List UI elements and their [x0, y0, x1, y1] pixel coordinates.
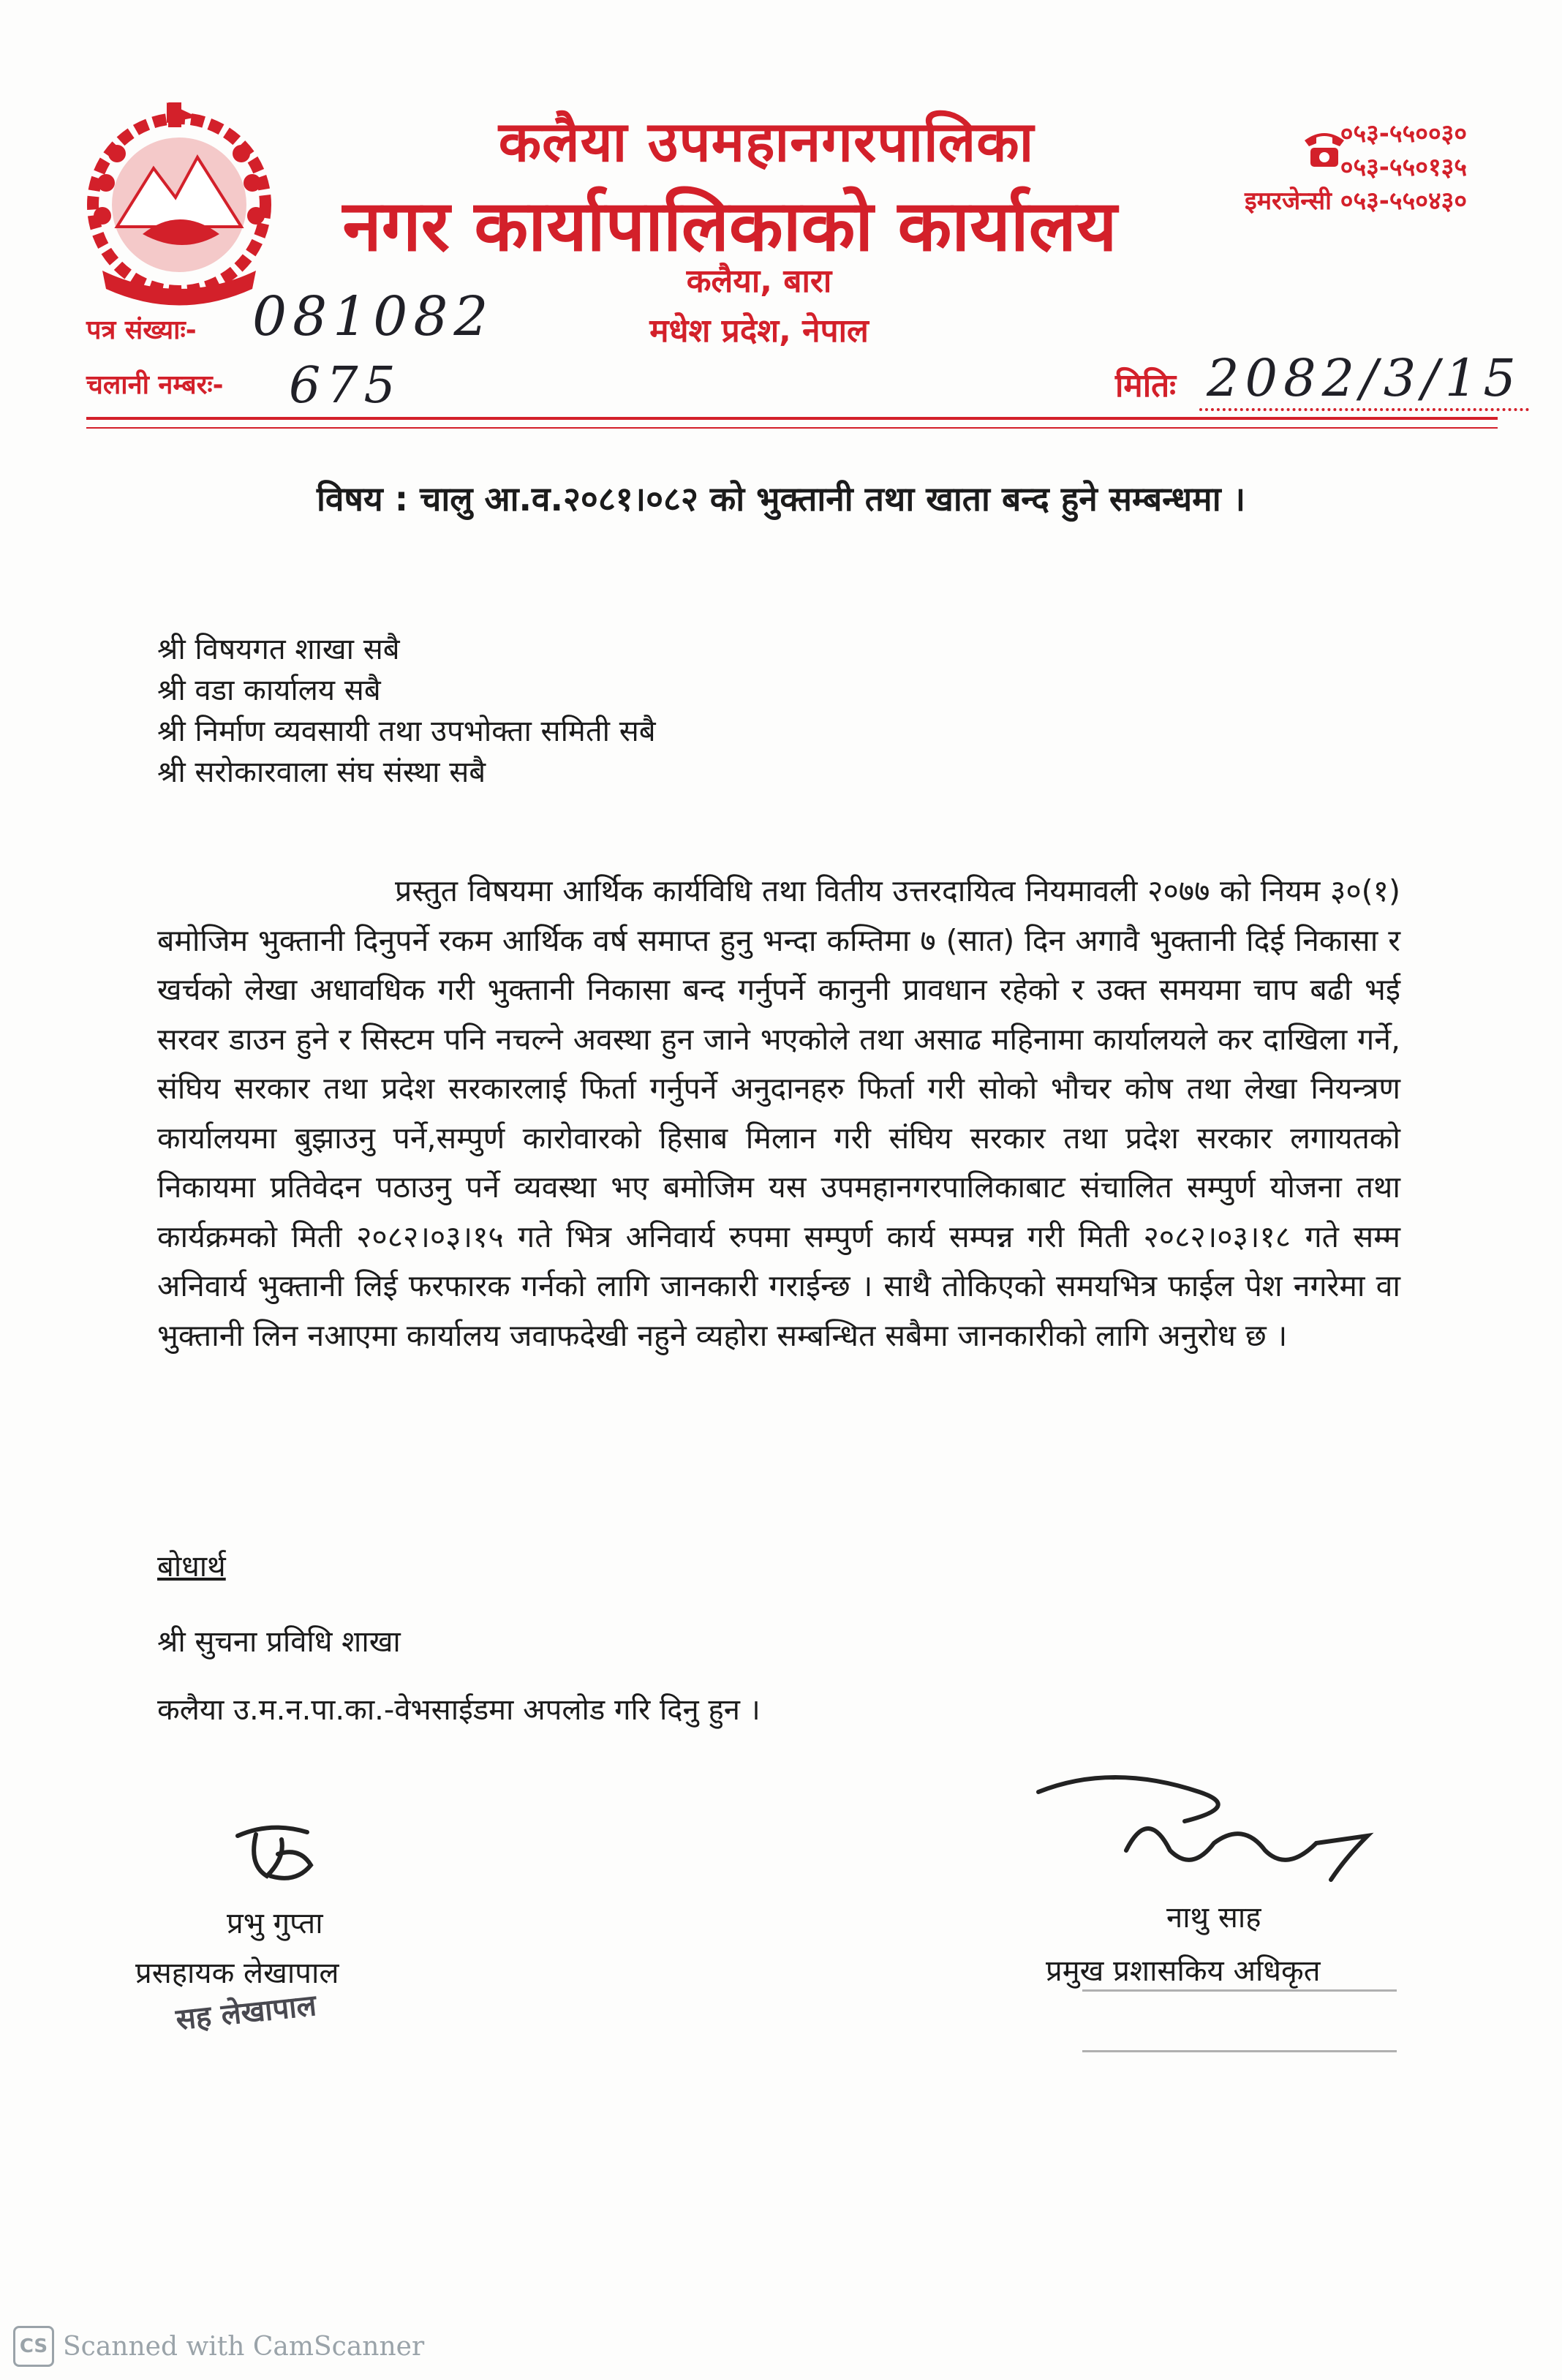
left-signature-icon — [227, 1814, 329, 1894]
left-signer-name: प्रभु गुप्ता — [227, 1907, 323, 1940]
office-title-line1: कलैया उपमहानगरपालिका — [498, 109, 1035, 174]
right-signer-title: प्रमुख प्रशासकिय अधिकृत — [1046, 1954, 1321, 1988]
right-stamp-box — [1082, 1989, 1397, 2052]
left-signer-title: प्रसहायक लेखापाल — [135, 1957, 339, 1990]
camscanner-footer — [13, 2326, 424, 2367]
recipient-item: श्री विषयगत शाखा सबै — [157, 633, 400, 666]
subject-line: विषय : चालु आ.व.२०८१।०८२ को भुक्तानी तथा खाता बन्द हुने सम्बन्धमा । — [316, 479, 1246, 519]
office-title-line2: नगर कार्यापालिकाको कार्यालय — [342, 185, 1117, 267]
right-signer-name: नाथु साह — [1166, 1901, 1261, 1935]
cc-heading: बोधार्थ — [157, 1550, 226, 1583]
phone-number-2: ०५३-५५०१३५ — [1340, 153, 1467, 182]
patra-sankhya-label: पत्र संख्याः- — [86, 315, 197, 345]
recipient-item: श्री सरोकारवाला संघ संस्था सबै — [157, 756, 486, 789]
cc-line-1: श्री सुचना प्रविधि शाखा — [157, 1625, 401, 1659]
header-divider-bottom — [86, 427, 1498, 429]
right-signature-icon — [1024, 1763, 1404, 1887]
header-divider-top — [86, 417, 1498, 420]
cc-line-2: कलैया उ.म.न.पा.का.-वेभसाईडमा अपलोड गरि दिनु हुन । — [157, 1693, 761, 1727]
date-label: मितिः — [1115, 367, 1177, 404]
body-paragraph: प्रस्तुत विषयमा आर्थिक कार्यविधि तथा वितीय उत्तरदायित्व नियमावली २०७७ को नियम ३०(१) बमोजिम भुक्तानी दिनुपर्ने रकम आर्थिक वर्ष समाप्त हुनु भन्दा कम्तिमा ७ (सात) दिन अगावै भुक्तानी दिई निकासा र खर्चको लेखा अधावधिक गरी भुक्तानी निकासा बन्द गर्नुपर्ने कानुनी प्रावधान रहेको र उक्त समयमा चाप बढी भई सरवर डाउन हुने र सिस्टम पनि नचल्ने अवस्था हुन जाने भएकोले तथा असाढ महिनामा कार्यालयले कर दाखिला गर्ने, संघिय सरकार तथा प्रदेश सरकारलाई फिर्ता गर्नुपर्ने अनुदानहरु फिर्ता गरी सोको भौचर कोष तथा लेखा नियन्त्रण कार्यालयमा बुझाउनु पर्ने,सम्पुर्ण कारोवारको हिसाब मिलान गरी संघिय सरकार तथा प्रदेश सरकार लगायतको निकायमा प्रतिवेदन पठाउनु पर्ने व्यवस्था भए बमोजिम यस उपमहानगरपालिकाबाट संचालित सम्पुर्ण योजना तथा कार्यक्रमको मिती २०८२।०३।१५ गते भित्र अनिवार्य रुपमा सम्पुर्ण कार्य सम्पन्न गरी मिती २०८२।०३।१८ गते सम्म अनिवार्य भुक्तानी लिई फरफारक गर्नको लागि जानकारी गराईन्छ । साथै तोकिएको समयभित्र फाईल पेश नगरेमा वा भुक्तानी लिन नआएमा कार्यालय जवाफदेखी नहुने व्यहोरा सम्बन्धित सबैमा जानकारीको लागि अनुरोध छ । — [157, 873, 1400, 1353]
recipient-item: श्री वडा कार्यालय सबै — [157, 674, 381, 707]
phone-number-emergency: इमरजेन्सी ०५३-५५०४३० — [1245, 187, 1467, 216]
patra-sankhya-value: 081082 — [252, 285, 494, 348]
recipient-item: श्री निर्माण व्यवसायी तथा उपभोक्ता समिती सबै — [157, 715, 656, 748]
chalani-number-value: 675 — [289, 357, 401, 415]
address-line1: कलैया, बारा — [686, 263, 832, 300]
phone-numbers — [1245, 117, 1467, 218]
recipient-list — [157, 629, 656, 793]
left-stamp: सह लेखापाल — [174, 1989, 318, 2037]
address-line2: मधेश प्रदेश, नेपाल — [649, 312, 869, 350]
date-value: 2082/3/15 — [1199, 348, 1529, 411]
camscanner-text: Scanned with CamScanner — [63, 2331, 425, 2362]
camscanner-badge-icon: CS — [13, 2326, 54, 2367]
phone-number-1: ०५३-५५००३० — [1340, 119, 1467, 148]
chalani-number-label: चलानी नम्बरः- — [86, 370, 224, 400]
